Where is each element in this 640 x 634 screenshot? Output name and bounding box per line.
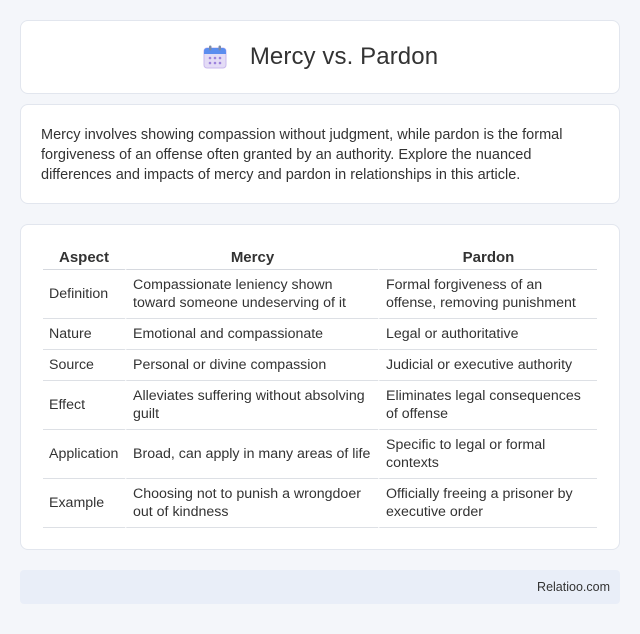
- aspect-cell: Nature: [43, 319, 125, 350]
- table-row: [43, 270, 597, 319]
- pardon-cell: Judicial or executive authority: [378, 350, 597, 381]
- mercy-cell: Alleviates suffering without absolving guilt: [125, 381, 378, 430]
- mercy-cell: Choosing not to punish a wrongdoer out of kindness: [125, 479, 378, 528]
- table-row: [43, 350, 597, 381]
- aspect-cell: Example: [43, 479, 125, 528]
- table-row: [43, 479, 597, 528]
- comparison-table-card: [20, 224, 620, 550]
- pardon-cell: Formal forgiveness of an offense, removing punishment: [378, 270, 597, 319]
- aspect-cell: Source: [43, 350, 125, 381]
- intro-text: Mercy involves showing compassion without judgment, while pardon is the formal forgiveness of an offense often granted by an authority. Explore the nuanced differences and impacts of mercy and pardon in relationships in this article.: [41, 127, 563, 183]
- table-row: [43, 381, 597, 430]
- mercy-cell: Personal or divine compassion: [125, 350, 378, 381]
- table-row: [43, 319, 597, 350]
- header-aspect: Aspect: [43, 245, 125, 270]
- mercy-cell: Emotional and compassionate: [125, 319, 378, 350]
- pardon-cell: Officially freeing a prisoner by executive order: [378, 479, 597, 528]
- header-mercy: Mercy: [125, 245, 378, 270]
- intro-card: [20, 104, 620, 204]
- footer-credit: Relatioo.com: [537, 580, 610, 594]
- aspect-cell: Definition: [43, 270, 125, 319]
- header-pardon: Pardon: [378, 245, 597, 270]
- page-title: Mercy vs. Pardon: [249, 43, 439, 70]
- title-card: [20, 20, 620, 94]
- pardon-cell: Legal or authoritative: [378, 319, 597, 350]
- calendar-icon: [202, 44, 228, 70]
- table-row: [43, 430, 597, 479]
- aspect-cell: Application: [43, 430, 125, 479]
- pardon-cell: Eliminates legal consequences of offense: [378, 381, 597, 430]
- mercy-cell: Compassionate leniency shown toward someone undeserving of it: [125, 270, 378, 319]
- footer: [20, 570, 620, 604]
- table-header-row: [43, 245, 597, 270]
- comparison-table: [43, 245, 597, 528]
- title-wrap: [202, 43, 438, 71]
- aspect-cell: Effect: [43, 381, 125, 430]
- pardon-cell: Specific to legal or formal contexts: [378, 430, 597, 479]
- mercy-cell: Broad, can apply in many areas of life: [125, 430, 378, 479]
